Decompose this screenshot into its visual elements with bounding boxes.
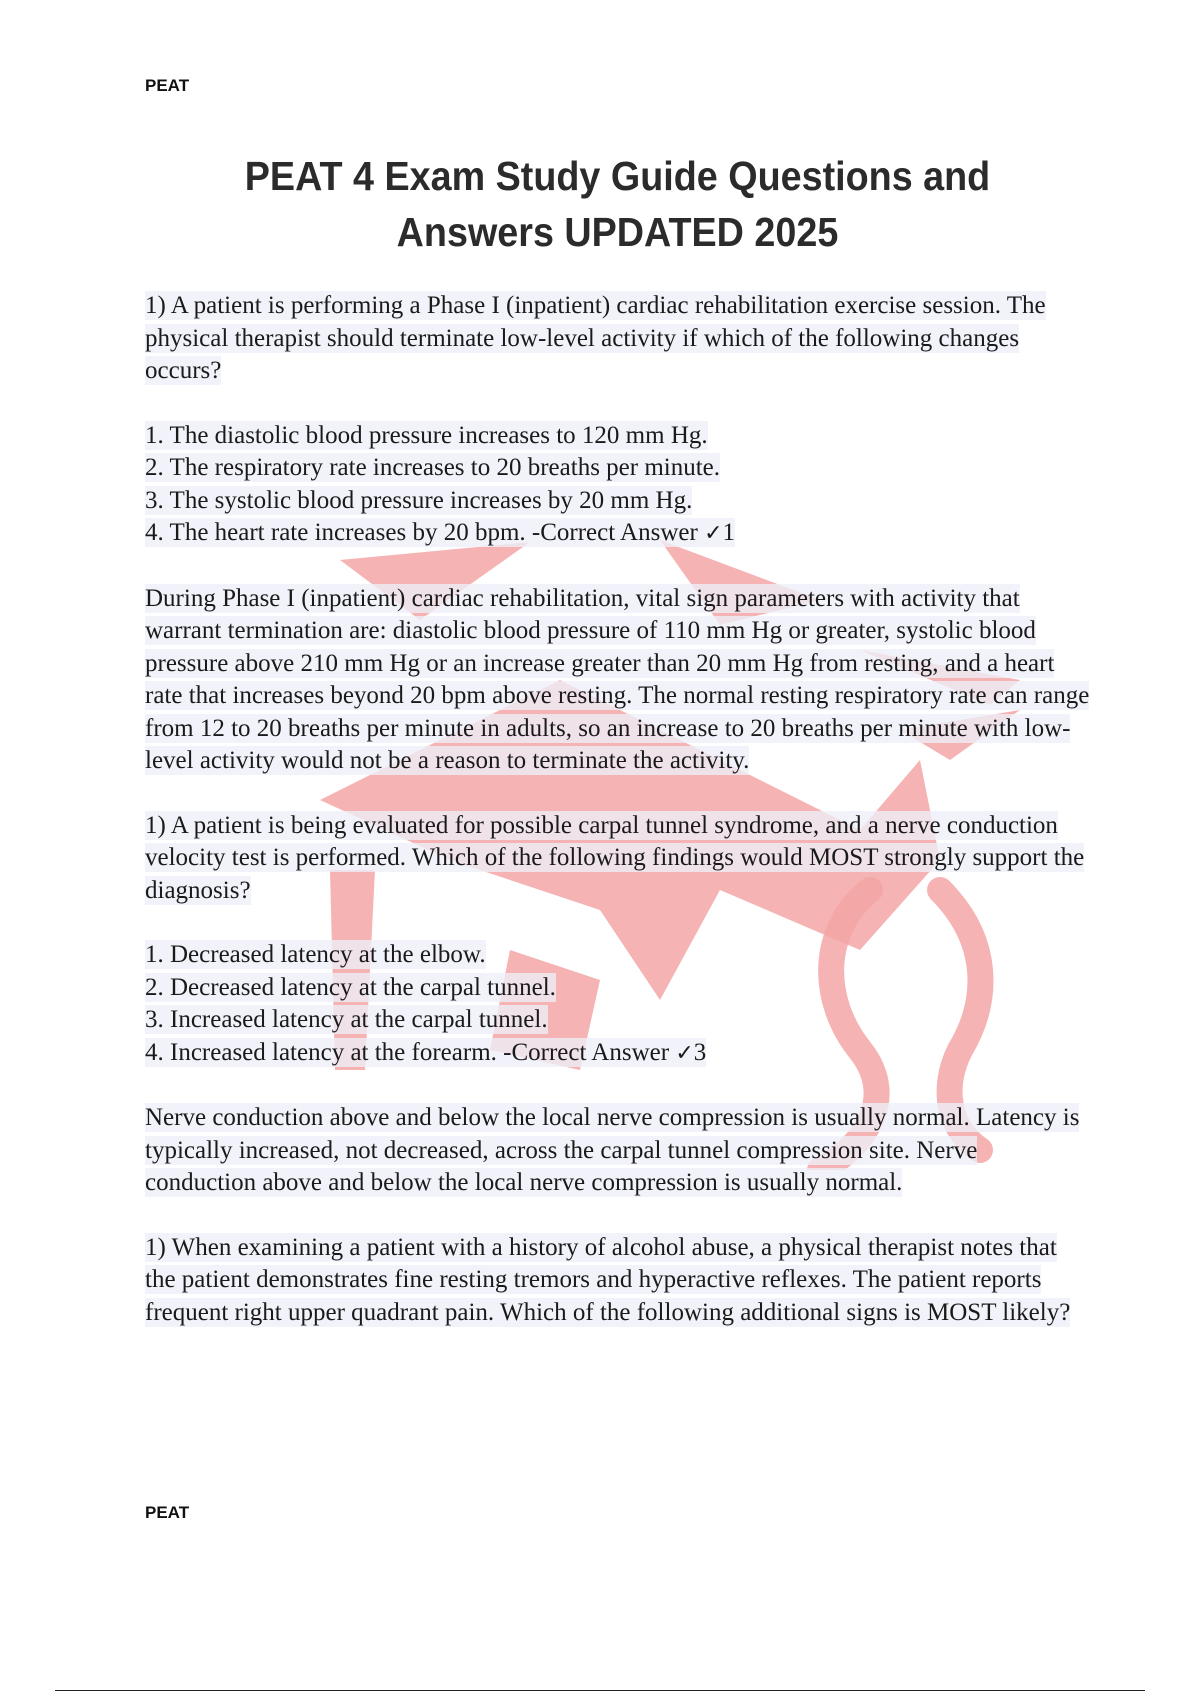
question-1-option-2: 2. The respiratory rate increases to 20 breaths per minute.: [145, 454, 721, 481]
question-2-option-3: 3. Increased latency at the carpal tunnel.: [145, 1006, 548, 1033]
question-2-option-4: 4. Increased latency at the forearm. -Correct Answer ✓3: [145, 1038, 707, 1066]
question-1-options: [145, 420, 1090, 551]
page-bottom-divider: [55, 1690, 1145, 1691]
running-head-bottom: PEAT: [145, 1503, 190, 1522]
question-1-stem: 1) A patient is performing a Phase I (inpatient) cardiac rehabilitation exercise session. The physical therapist should terminate low-level activity if which of the following changes occurs?: [145, 292, 1046, 384]
question-1-option-4: 4. The heart rate increases by 20 bpm. -Correct Answer ✓1: [145, 519, 736, 546]
document-title-line-2: Answers UPDATED 2025: [396, 209, 839, 255]
question-1-option-3: 3. The systolic blood pressure increases by 20 mm Hg.: [145, 486, 693, 514]
document-title: [183, 148, 1052, 260]
check-mark-icon: ✓: [675, 1040, 694, 1066]
running-head-top: PEAT: [145, 76, 190, 95]
question-2-option-1: 1. Decreased latency at the elbow.: [145, 941, 486, 968]
question-2-answer: 3: [693, 1038, 707, 1066]
question-1-answer: 1: [722, 519, 736, 546]
question-2-rationale: Nerve conduction above and below the local nerve compression is usually normal. Latency is typically increased, not decreased, across the carpal tunnel compression site. Nerve conduction above and below the local nerve compression is usually normal.: [145, 1104, 1080, 1196]
question-1-option-1: 1. The diastolic blood pressure increases to 120 mm Hg.: [145, 421, 708, 449]
document-title-line-1: PEAT 4 Exam Study Guide Questions and: [244, 153, 991, 199]
question-1-rationale: During Phase I (inpatient) cardiac rehabilitation, vital sign parameters with activity that warrant termination are: diastolic blood pressure of 110 mm Hg or greater, systolic blood pressure above 210 mm Hg or an increase greater than 20 mm Hg from resting, and a heart rate that increases beyond 20 bpm above resting. The normal resting respiratory rate can range from 12 to 20 breaths per minute in adults, so an increase to 20 breaths per minute with low-level activity would not be a reason to terminate the activity.: [145, 584, 1090, 774]
question-2-options: [145, 939, 1090, 1070]
document-body: [145, 290, 1090, 1361]
question-2-stem: 1) A patient is being evaluated for possible carpal tunnel syndrome, and a nerve conduction velocity test is performed. Which of the following findings would MOST strongly support the diagnosis?: [145, 811, 1085, 904]
question-2-option-2: 2. Decreased latency at the carpal tunnel.: [145, 973, 556, 1001]
check-mark-icon: ✓: [704, 521, 723, 546]
question-3-stem: 1) When examining a patient with a history of alcohol abuse, a physical therapist notes that the patient demonstrates fine resting tremors and hyperactive reflexes. The patient reports frequent right upper quadrant pain. Which of the following additional signs is MOST likely?: [145, 1233, 1071, 1326]
